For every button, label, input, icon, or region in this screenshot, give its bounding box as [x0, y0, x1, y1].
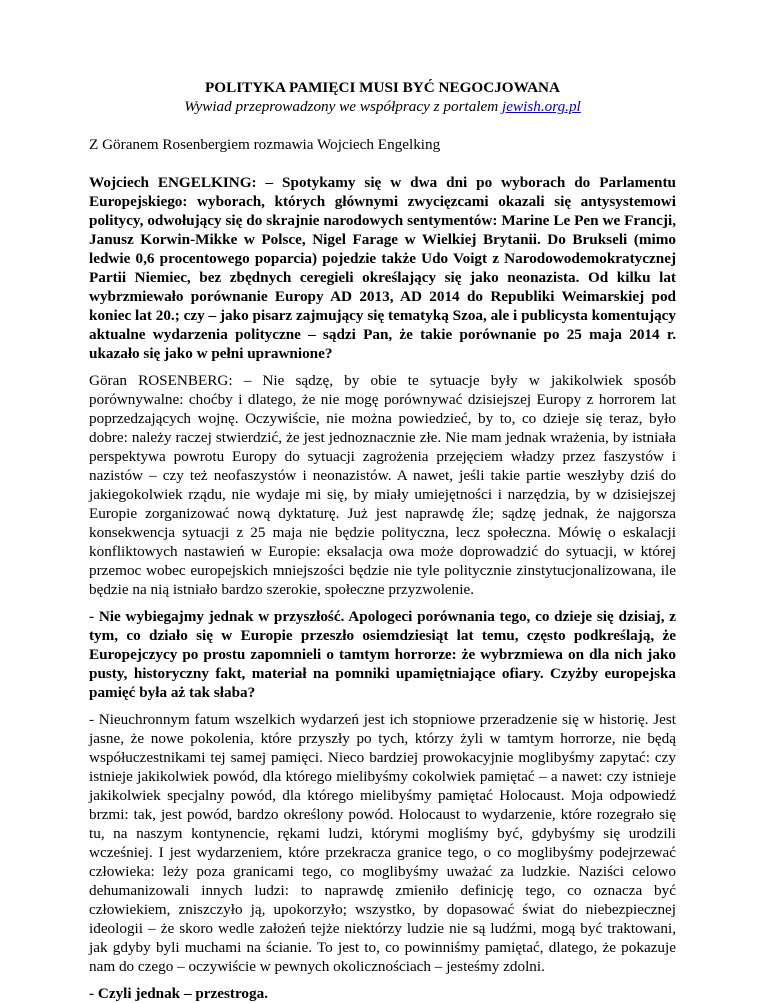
- answer-1: Göran ROSENBERG: – Nie sądzę, by obie te sytuacje były w jakikolwiek sposób porównywalne: choćby i dlatego, że nie mogę porównywać dzisiejszej Europy z horrorem lat poprzedzających wojnę. Oczywiście, nie można powiedzieć, by to, co dzieje się teraz, było dobre: należy raczej stwierdzić, że jest jednoznacznie złe. Nie mam jednak wrażenia, by istniała perspektywa powrotu Europy do sytuacji zagrożenia przejęciem władzy przez faszystów i nazistów – czy też neofaszystów i neonazistów. A nawet, jeśli takie partie weszłyby dziś do jakiegokolwiek rządu, nie wydaje mi się, by miały umiejętności i narzędzia, by w dzisiejszej Europie zorganizować nową dyktaturę. Już jest naprawdę źle; sądzę jednak, że najgorsza konsekwencja sytuacji z 25 maja nie będzie polityczna, lecz społeczna. Mówię o eskalacji konfliktowych nastawień w Europie: eksalacja owa może doprowadzić do sytuacji, w której przemoc wobec europejskich mniejszości będzie nie tyle politycznie zinstytucjonalizowana, ile będzie na nią istniało bardzo szerokie, społeczne przyzwolenie.: [89, 372, 676, 598]
- byline: Z Göranem Rosenbergiem rozmawia Wojciech Engelking: [89, 136, 441, 153]
- portal-link[interactable]: jewish.org.pl: [502, 98, 581, 115]
- answer-2: - Nieuchronnym fatum wszelkich wydarzeń jest ich stopniowe przeradzenie się w historię. Jest jasne, że nowe pokolenia, które przyszły po tych, którzy żyli w tamtym horrorze, nie będą współuczestnikami tej samej pamięci. Nieco bardziej prowokacyjnie moglibyśmy zapytać: czy istnieje jakikolwiek powód, dla którego mielibyśmy cokolwiek pamiętać – a nawet: czy istnieje jakikolwiek specjalny powód, dla którego mielibyśmy pamiętać Holocaust. Moja odpowiedź brzmi: tak, jest powód, bardzo określony powód. Holocaust to wydarzenie, które rozegrało się tu, na naszym kontynencie, rękami ludzi, którymi mogliśmy być, gdybyśmy się urodzili wcześniej. I jest wydarzeniem, które przekracza granice tego, o co moglibyśmy podejrzewać człowieka: leży poza granicami tego, co moglibyśmy uważać za ludzkie. Naziści celowo dehumanizowali innych ludzi: to naprawdę zmieniło definicję tego, co oznacza być człowiekiem, zniszczyło ją, upokorzyło; wszystko, by dopasować świat do niebezpiecznej ideologii – że skoro wedle założeń tejże niektórzy ludzie nie są ludźmi, mogą być traktowani, jak gdyby byli muchami na ścianie. To jest to, co powinniśmy pamiętać, dlatego, że pokazuje nam do czego – oczywiście w pewnych okolicznościach – jesteśmy zdolni.: [89, 711, 676, 975]
- question-3: - Czyli jednak – przestroga.: [89, 985, 268, 1002]
- document-title: POLITYKA PAMIĘCI MUSI BYĆ NEGOCJOWANA: [205, 79, 560, 96]
- question-1: Wojciech ENGELKING: – Spotykamy się w dwa dni po wyborach do Parlamentu Europejskiego: wyborach, których głównymi zwycięzcami okazali się antysystemowi politycy, odwołujący się do skrajnie narodowych sentymentów: Marine Le Pen we Francji, Janusz Korwin-Mikke w Polsce, Nigel Farage w Wielkiej Brytanii. Do Brukseli (mimo ledwie 0,6 procentowego poparcia) pojedzie także Udo Voigt z Narodowodemokratycznej Partii Niemiec, bez zbędnych ceregieli określający się jako neonazista. Od kilku lat wybrzmiewało porównanie Europy AD 2013, AD 2014 do Republiki Weimarskiej pod koniec lat 20.; czy – jako pisarz zajmujący się tematyką Szoa, ale i publicysta komentujący aktualne wydarzenia polityczne – sądzi Pan, że takie porównanie po 25 maja 2014 r. ukazało się jako w pełni uprawnione?: [89, 174, 676, 362]
- document-subtitle: [89, 97, 676, 116]
- subtitle-text: Wywiad przeprowadzony we współpracy z portalem: [184, 98, 503, 115]
- question-2: - Nie wybiegajmy jednak w przyszłość. Apologeci porównania tego, co dzieje się dzisiaj, z tym, co działo się w Europie przeszło osiemdziesiąt lat temu, często podkreślają, że Europejczycy po prostu zapomnieli o tamtym horrorze: że wybrzmiewa on dla nich jako pusty, historyczny fakt, materiał na pomniki upamiętniające ofiary. Czyżby europejska pamięć była aż tak słaba?: [89, 608, 676, 701]
